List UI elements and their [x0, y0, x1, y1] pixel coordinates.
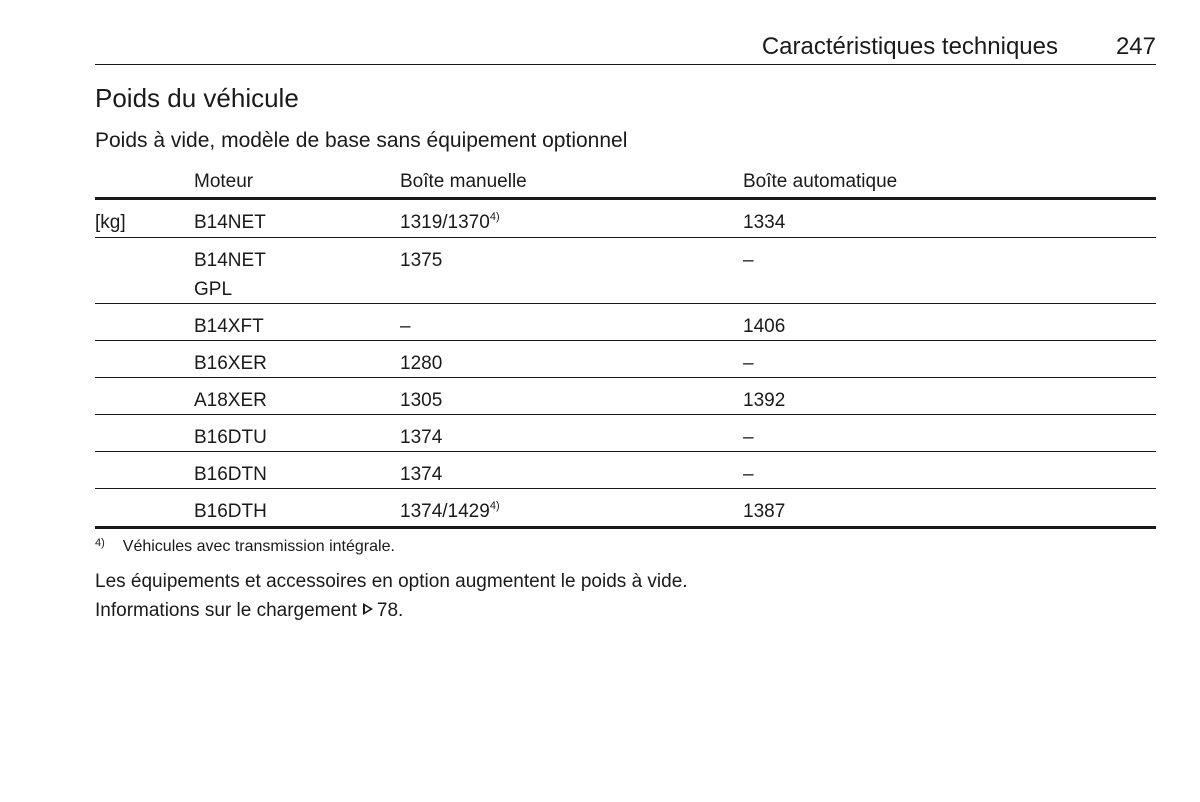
footnote: [95, 537, 395, 556]
automatic-cell: 1387: [743, 501, 786, 522]
table-row: [95, 378, 1156, 415]
page-reference-link[interactable]: 78.: [376, 600, 404, 621]
engine-cell: B16DTU: [194, 427, 267, 448]
column-header-engine: Moteur: [194, 171, 254, 192]
automatic-cell: –: [743, 353, 754, 374]
manual-cell: 1375: [400, 250, 443, 271]
paragraph-loading-info: [95, 600, 403, 622]
footnote-ref: 4): [489, 211, 500, 223]
manual-cell: 1374: [400, 464, 443, 485]
automatic-cell: –: [743, 250, 754, 271]
engine-cell: B16XER: [194, 353, 267, 374]
table-row: [95, 304, 1156, 341]
manual-cell: 1374/1429$^{4)}$: [400, 500, 500, 522]
automatic-cell: –: [743, 427, 754, 448]
engine-cell: B14NET GPL: [194, 250, 266, 300]
engine-cell: A18XER: [194, 390, 267, 411]
page-subheading: Poids à vide, modèle de base sans équipement optionnel: [95, 129, 628, 152]
engine-cell: B16DTN: [194, 464, 267, 485]
table-row: [95, 200, 1156, 238]
loading-info-text: Informations sur le chargement: [95, 600, 357, 621]
manual-cell: –: [400, 316, 411, 337]
footnote-text: Véhicules avec transmission intégrale.: [122, 538, 395, 555]
engine-cell: B14XFT: [194, 316, 264, 337]
page-header: [95, 30, 1156, 65]
automatic-cell: 1334: [743, 212, 786, 233]
arrow-right-icon: [363, 603, 373, 615]
weight-table: [95, 165, 1156, 529]
manual-cell: 1280: [400, 353, 443, 374]
table-row: [95, 341, 1156, 378]
table-row: [95, 415, 1156, 452]
page-heading: Poids du véhicule: [95, 83, 299, 113]
page-number: 247: [1115, 33, 1156, 60]
footnote-mark: 4): [95, 537, 105, 549]
table-header: [95, 165, 1156, 200]
manual-cell: 1305: [400, 390, 443, 411]
engine-cell: B16DTH: [194, 501, 267, 522]
paragraph-options: Les équipements et accessoires en option augmentent le poids à vide.: [95, 571, 688, 592]
table-row: [95, 489, 1156, 529]
automatic-cell: 1406: [743, 316, 786, 337]
column-header-automatic: Boîte automatique: [743, 171, 898, 192]
engine-cell: B14NET: [194, 212, 266, 233]
column-header-manual: Boîte manuelle: [400, 171, 527, 192]
footnote-ref: 4): [489, 500, 500, 512]
section-title: Caractéristiques techniques: [761, 33, 1058, 60]
manual-cell: 1319/1370$^{4)}$: [400, 211, 500, 233]
unit-label: [kg]: [95, 212, 126, 233]
manual-cell: 1374: [400, 427, 443, 448]
table-row: [95, 238, 1156, 304]
table-row: [95, 452, 1156, 489]
automatic-cell: 1392: [743, 390, 786, 411]
automatic-cell: –: [743, 464, 754, 485]
